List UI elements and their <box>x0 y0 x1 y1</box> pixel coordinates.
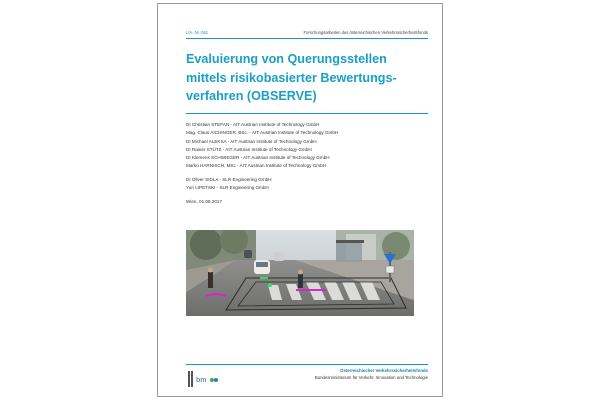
bmvit-logo <box>186 369 220 389</box>
publication-date: Wien, 01.08.2017 <box>186 199 223 204</box>
title-line-2: mittels risikobasierter Bewertungs- <box>186 70 397 85</box>
author-line: DI Christian STEFAN - AIT Austrian Institute of Technology GmbH <box>186 122 320 127</box>
author-line: DI Rainer STÜTZ - AIT Austrian Institute of Technology GmbH <box>186 146 312 152</box>
title-line-1: Evaluierung von Querungsstellen <box>186 52 387 66</box>
footer <box>315 368 428 381</box>
report-number: LfA. Nr. 061 <box>186 30 209 35</box>
author-line: DI Klemens SCHWIEGER - AIT Austrian Institute of Technology GmbH <box>186 155 330 161</box>
title-line-3: verfahren (OBSERVE) <box>186 89 317 103</box>
svg-text:bm: bm <box>196 377 207 384</box>
author-list-ait <box>186 121 338 171</box>
author-line: Marko HARNISCH, MSc - AIT Austrian Institute of Technology GmbH <box>186 163 326 169</box>
author-line: Yuri LIPETSKI - SLR Engineering GmbH <box>186 185 269 191</box>
author-line: DI Michael ALEKSA - AIT Austrian Institute of Technology GmbH <box>186 138 317 144</box>
footer-ministry: Bundesministerium für Verkehr, Innovation und Technologie <box>314 374 428 380</box>
author-line: Mag. Claus AICHINGER, BSc. - AIT Austrian Institute of Technology GmbH <box>186 130 339 136</box>
street-crossing-photo <box>186 230 414 316</box>
document-page <box>157 3 443 397</box>
author-line: DI Oliver SIDLA - SLR Engineering GmbH <box>186 177 272 182</box>
footer-rule <box>186 364 428 365</box>
document-title <box>186 50 428 106</box>
footer-organization: Österreichischer Verkehrssicherheitsfonds <box>340 368 428 373</box>
series-name: Forschungsarbeiten des österreichischen Verkehrssicherheitsfonds <box>303 30 428 35</box>
author-list-slr <box>186 176 272 193</box>
title-rule <box>186 113 428 114</box>
street-scene-illustration <box>186 230 414 316</box>
header-rule <box>186 38 428 39</box>
